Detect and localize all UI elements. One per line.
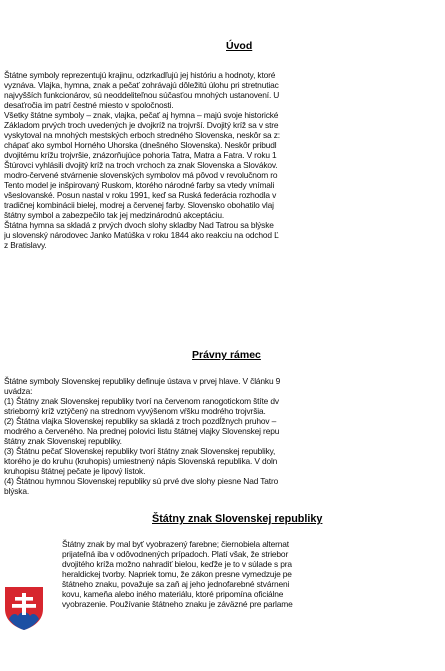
pravny-text-line: (2) Štátna vlajka Slovenskej republiky sa skladá z troch pozdĺžnych pruhov – — [4, 416, 277, 426]
uvod-text-line: všeslovanské. Posun nastal v roku 1991, keď sa Ruská federácia rozhodla v — [4, 190, 277, 200]
uvod-text-line: tradičnej kombinácii bielej, modrej a červenej farby. Slovensko obohatilo vlaj — [4, 200, 274, 210]
znak-text-line: dvojitého kríža možno nahradiť bielou, keďže je to v súlade s pra — [62, 559, 292, 569]
znak-text-line: heraldickej tvorby. Napriek tomu, že zákon presne vymedzuje pe — [62, 569, 292, 579]
pravny-text-line: (1) Štátny znak Slovenskej republiky tvorí na červenom ranogotickom štíte dv — [4, 396, 279, 406]
znak-text-line: vyobrazenie. Používanie štátneho znaku je záväzné pre parlame — [62, 599, 293, 609]
pravny-text-line: blýska. — [4, 486, 30, 496]
uvod-text-line: Všetky štátne symboly – znak, vlajka, pečať aj hymna – majú svoje historické — [4, 110, 279, 120]
crest-cross-upper-bar — [15, 597, 33, 601]
uvod-text-line: Tento model je inšpirovaný Ruskom, ktorého národné farby sa vtedy vnímali — [4, 180, 275, 190]
uvod-text-line: chápať ako symbol Horného Uhorska (dnešného Slovenska). Neskôr pribudl — [4, 140, 277, 150]
uvod-text-line: desaťročia im patrí čestné miesto v spoločnosti. — [4, 100, 174, 110]
uvod-paragraph — [4, 70, 445, 250]
uvod-text-line: modro-červené stvárnenie slovenských symbolov má pôvod v revolučnom ro — [4, 170, 278, 180]
statny-znak-paragraph — [62, 539, 445, 609]
uvod-text-line: štátny symbol a zabezpečilo tak jej medzinárodnú akceptáciu. — [4, 210, 225, 220]
crest-cross-lower-bar — [12, 604, 36, 608]
uvod-text-line: vyskytoval na mnohých mestských erboch stredného Slovenska, neskôr sa z: — [4, 130, 280, 140]
pravny-text-line: štátny znak Slovenskej republiky. — [4, 436, 122, 446]
pravny-text-line: uvádza: — [4, 386, 33, 396]
uvod-text-line: ju slovenský národovec Janko Matúška v roku 1844 ako reakciu na odchod Ľ — [4, 230, 279, 240]
znak-text-line: Štátny znak by mal byť vyobrazený farebne; čiernobiela alternat — [62, 539, 289, 549]
uvod-text-line: Základom prvých troch uvedených je dvojkríž na trojvrší. Dvojitý kríž sa v stre — [4, 120, 279, 130]
pravny-text-line: (4) Štátnou hymnou Slovenskej republiky sú prvé dve slohy piesne Nad Tatro — [4, 476, 279, 486]
uvod-text-line: Štátne symboly reprezentujú krajinu, odzrkadľujú jej históriu a hodnoty, ktoré — [4, 70, 276, 80]
znak-text-line: prijateľná iba v odôvodnených prípadoch. Platí však, že striebor — [62, 549, 289, 559]
znak-text-line: kovu, kameňa alebo iného materiálu, ktoré pripomína oficiálne — [62, 589, 284, 599]
coat-of-arms-icon — [3, 585, 45, 631]
pravny-text-line: kruhopisu štátnej pečate je lipový lístok. — [4, 466, 146, 476]
pravny-text-line: Štátne symboly Slovenskej republiky definuje ústava v prvej hlave. V článku 9 — [4, 376, 281, 386]
pravny-ramec-paragraph — [4, 376, 445, 496]
znak-text-line: štátneho znaku, považuje sa zaň aj jeho jednofarebné stvárneni — [62, 579, 290, 589]
uvod-text-line: vyznáva. Vlajka, hymna, znak a pečať zohrávajú dôležitú úlohu pri stretnutiac — [4, 80, 279, 90]
uvod-text-line: Štátna hymna sa skladá z prvých dvoch slohy skladby Nad Tatrou sa blýske — [4, 220, 274, 230]
section-title-statny-znak: Štátny znak Slovenskej republiky — [152, 513, 323, 525]
pravny-text-line: modrého a červeného. Na prednej polovici listu štátnej vlajky Slovenskej repu — [4, 426, 280, 436]
pravny-text-line: strieborný kríž vztýčený na strednom vyvýšenom vŕšku modrého trojvršia. — [4, 406, 266, 416]
uvod-text-line: Štúrovci vyhlásili dvojitý kríž na troch vrchoch za znak Slovenska a Slovákov. — [4, 160, 278, 170]
uvod-text-line: z Bratislavy. — [4, 240, 47, 250]
section-title-pravny-ramec: Právny rámec — [192, 349, 261, 361]
uvod-text-line: najvyšších funkcionárov, sú neoddeliteľnou súčasťou mnohých ustanovení. U — [4, 90, 280, 100]
section-title-uvod: Úvod — [226, 40, 253, 52]
pravny-text-line: ktorého je do kruhu (kruhopis) umiestnený nápis Slovenská republika. V doln — [4, 456, 278, 466]
pravny-text-line: (3) Štátnu pečať Slovenskej republiky tvorí štátny znak Slovenskej republiky, — [4, 446, 276, 456]
uvod-text-line: dvojitému krížu trojvršie, znázorňujúce pohoria Tatra, Matra a Fatra. V roku 1 — [4, 150, 277, 160]
